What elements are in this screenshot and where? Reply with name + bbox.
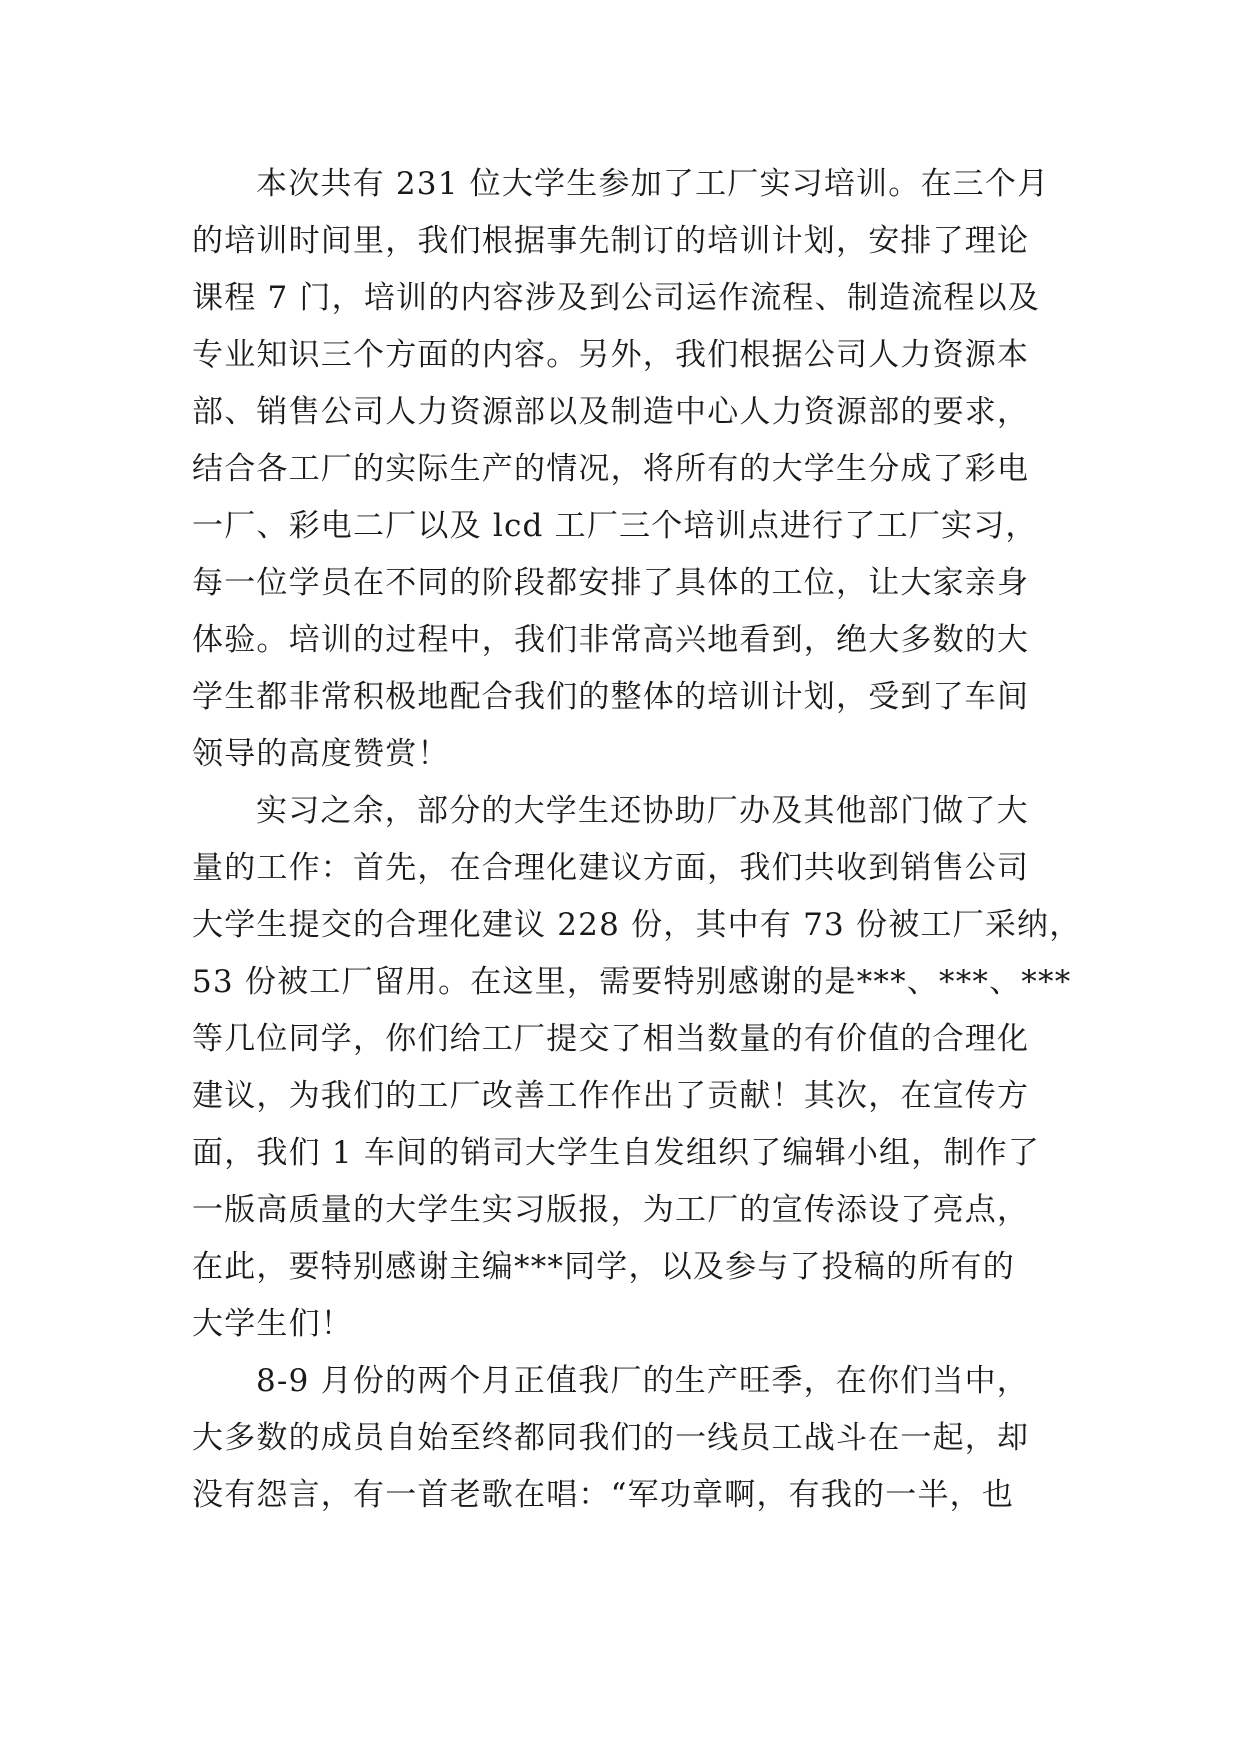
text-line: 大学生们！	[192, 1306, 353, 1342]
text-line: 部、销售公司人力资源部以及制造中心人力资源部的要求，	[192, 394, 1030, 430]
text-line: 在此，要特别感谢主编***同学，以及参与了投稿的所有的	[192, 1249, 1015, 1285]
text-line: 量的工作：首先，在合理化建议方面，我们共收到销售公司	[192, 850, 1030, 886]
text-line: 学生都非常积极地配合我们的整体的培训计划，受到了车间	[192, 679, 1030, 715]
text-line: 结合各工厂的实际生产的情况，将所有的大学生分成了彩电	[192, 451, 1030, 487]
text-line: 的培训时间里，我们根据事先制订的培训计划，安排了理论	[192, 223, 1030, 259]
text-line: 课程 7 门，培训的内容涉及到公司运作流程、制造流程以及	[192, 280, 1041, 316]
text-line: 领导的高度赞赏！	[192, 736, 450, 772]
text-line: 体验。培训的过程中，我们非常高兴地看到，绝大多数的大	[192, 622, 1030, 658]
text-line: 大多数的成员自始至终都同我们的一线员工战斗在一起，却	[192, 1420, 1030, 1456]
text-line: 等几位同学，你们给工厂提交了相当数量的有价值的合理化	[192, 1021, 1030, 1057]
text-line: 本次共有 231 位大学生参加了工厂实习培训。在三个月	[256, 166, 1050, 202]
text-line: 8-9 月份的两个月正值我厂的生产旺季，在你们当中，	[256, 1363, 1029, 1399]
text-line: 实习之余，部分的大学生还协助厂办及其他部门做了大	[256, 793, 1029, 829]
text-line: 没有怨言，有一首老歌在唱：“军功章啊，有我的一半，也	[192, 1477, 1015, 1513]
text-line: 大学生提交的合理化建议 228 份，其中有 73 份被工厂采纳，	[192, 907, 1082, 943]
text-line: 一厂、彩电二厂以及 lcd 工厂三个培训点进行了工厂实习，	[192, 508, 1038, 544]
paragraph-3	[192, 1353, 1062, 1524]
text-line: 面，我们 1 车间的销司大学生自发组织了编辑小组，制作了	[192, 1135, 1041, 1171]
text-line: 每一位学员在不同的阶段都安排了具体的工位，让大家亲身	[192, 565, 1030, 601]
paragraph-1	[192, 156, 1062, 783]
text-line: 一版高质量的大学生实习版报，为工厂的宣传添设了亮点，	[192, 1192, 1030, 1228]
text-line: 53 份被工厂留用。在这里，需要特别感谢的是***、***、***	[192, 964, 1072, 1000]
paragraph-2	[192, 783, 1082, 1353]
text-line: 专业知识三个方面的内容。另外，我们根据公司人力资源本	[192, 337, 1030, 373]
document-body	[192, 156, 1082, 1524]
text-line: 建议，为我们的工厂改善工作作出了贡献！其次，在宣传方	[192, 1078, 1030, 1114]
